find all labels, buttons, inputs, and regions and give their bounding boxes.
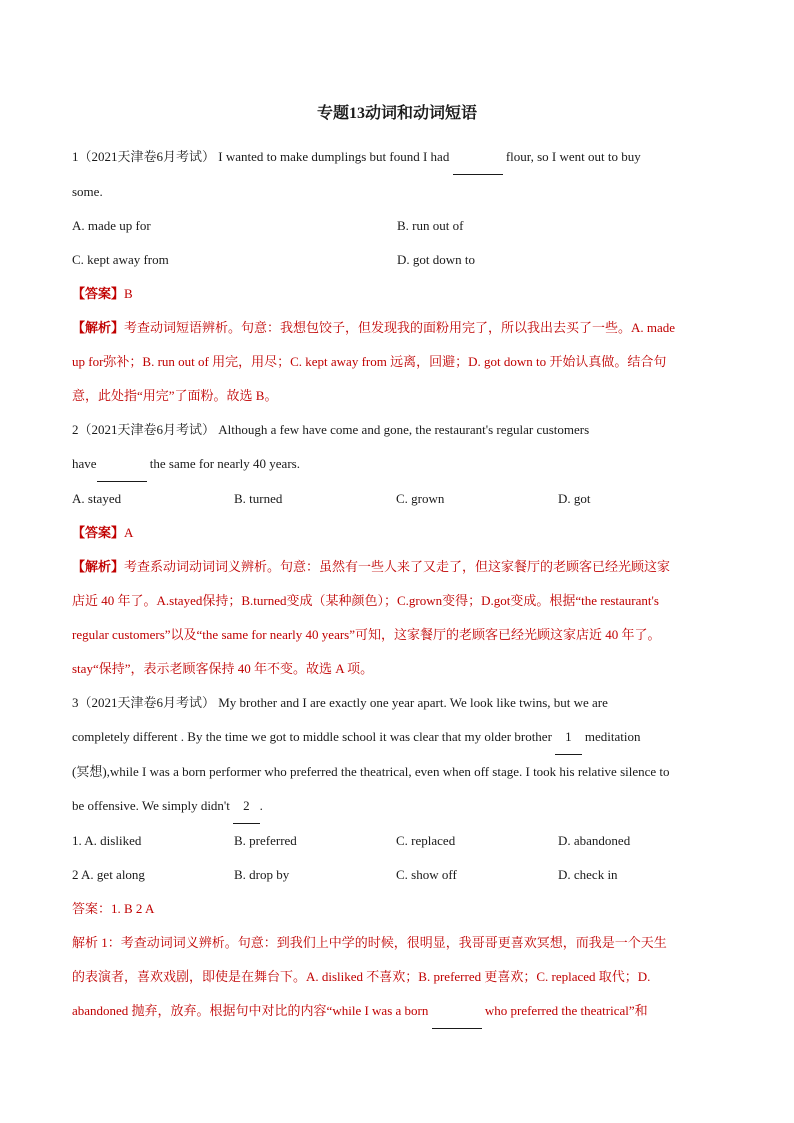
q3-blank-1: 1 <box>555 720 582 755</box>
q3-stem-line2 <box>72 720 722 755</box>
q1-options-row2 <box>72 243 722 277</box>
q3-analysis-line3 <box>72 994 722 1029</box>
q2-option-c: C. grown <box>396 491 445 506</box>
q2-option-b: B. turned <box>234 491 283 506</box>
q3-analysis-line1 <box>72 926 722 960</box>
q3-stem-line4-text: be offensive. We simply didn't <box>72 798 230 813</box>
q2-stem: 2（2021天津卷6月考试） Although a few have come and gone, the restaurant's regular customers <box>72 422 590 437</box>
q3-stem-line3: (冥想),while I was a born performer who preferred the theatrical, even when off stage. I took his relative silence to <box>72 764 670 779</box>
q3-answer: 答案：1. B 2 A <box>72 901 155 916</box>
q1-analysis-text1: 考查动词短语辨析。句意：我想包饺子，但发现我的面粉用完了，所以我出去买了一些。A. made <box>124 320 676 335</box>
q3-2-option-d: D. check in <box>558 867 618 882</box>
q3-options-2 <box>72 858 722 892</box>
q2-answer-value: A <box>124 525 134 540</box>
q1-option-d: D. got down to <box>397 252 475 267</box>
q1-stem-cont: some. <box>72 184 103 199</box>
q1-analysis-label: 【解析】 <box>72 320 125 335</box>
q1-option-b: B. run out of <box>397 218 464 233</box>
q1-option-a: A. made up for <box>72 218 151 233</box>
q3-2-option-c: C. show off <box>396 867 457 882</box>
q1-stem <box>72 140 722 175</box>
q2-stem-b1: have <box>72 456 97 471</box>
q3-analysis-line2: 的表演者，喜欢戏剧，即使是在舞台下。A. disliked 不喜欢；B. preferred 更喜欢；C. replaced 取代；D. <box>72 969 651 984</box>
q3-analysis-blank <box>432 994 482 1029</box>
q3-stem-line1: 3（2021天津卷6月考试） My brother and I are exactly one year apart. We look like twins, but we are <box>72 695 608 710</box>
q1-stem-a: 1（2021天津卷6月考试） I wanted to make dumplings but found I had <box>72 149 450 164</box>
q3-stem-line2-text: completely different . By the time we got to middle school it was clear that my older brother <box>72 729 552 744</box>
q3-analysis-text4: who preferred the theatrical”和 <box>484 1003 648 1018</box>
q3-1-option-c: C. replaced <box>396 833 456 848</box>
page-title: 专题13动词和动词短语 <box>316 105 477 122</box>
q2-option-a: A. stayed <box>72 491 122 506</box>
q2-answer-label: 【答案】 <box>72 525 125 540</box>
q3-analysis-label: 解析 1： <box>72 935 121 950</box>
document-page <box>72 100 722 1029</box>
q2-analysis-text1: 考查系动词动词词义辨析。句意：虽然有一些人来了又走了，但这家餐厅的老顾客已经光顾这家 <box>124 559 671 574</box>
q1-option-c: C. kept away from <box>72 252 169 267</box>
q3-analysis-text3: abandoned 抛弃，放弃。根据句中对比的内容“while I was a born <box>72 1003 429 1018</box>
q2-analysis-label: 【解析】 <box>72 559 125 574</box>
q3-options-1 <box>72 824 722 858</box>
q2-stem-cont <box>72 447 722 482</box>
q3-2-option-b: B. drop by <box>234 867 290 882</box>
q3-stem-line4: be offensive. We simply didn't 2 . <box>72 789 722 824</box>
q1-options-row1 <box>72 209 722 243</box>
q3-analysis-text1: 考查动词词义辨析。句意：到我们上中学的时候，很明显，我哥哥更喜欢冥想，而我是一个天生 <box>120 935 667 950</box>
q1-answer-label: 【答案】 <box>72 286 125 301</box>
q2-analysis-line4: stay“保持”，表示老顾客保持 40 年不变。故选 A 项。 <box>72 661 374 676</box>
q1-stem-b: flour, so I went out to buy <box>505 149 641 164</box>
q3-1-option-b: B. preferred <box>234 833 297 848</box>
q1-answer-value: B <box>124 286 133 301</box>
q3-stem-line2-tail: meditation <box>584 729 641 744</box>
q1-analysis-line1 <box>72 311 722 345</box>
q2-analysis-line3: regular customers”以及“the same for nearly 40 years”可知，这家餐厅的老顾客已经光顾这家店近 40 年了。 <box>72 627 661 642</box>
q3-2-option-a: 2 A. get along <box>72 867 145 882</box>
q2-option-d: D. got <box>558 491 591 506</box>
q2-blank <box>97 447 147 482</box>
q3-1-option-a: 1. A. disliked <box>72 833 142 848</box>
q2-stem-b2: the same for nearly 40 years. <box>149 456 300 471</box>
q1-analysis-line2: up for弥补；B. run out of 用完，用尽；C. kept away from 远离，回避；D. got down to 开始认真做。结合句 <box>72 354 667 369</box>
q3-blank-2: 2 <box>233 789 260 824</box>
q1-analysis-line3: 意，此处指“用完”了面粉。故选 B。 <box>72 388 278 403</box>
q3-1-option-d: D. abandoned <box>558 833 631 848</box>
q1-answer <box>72 277 722 311</box>
q1-blank <box>453 140 503 175</box>
q2-options <box>72 482 722 516</box>
q2-analysis-line2: 店近 40 年了。A.stayed保持；B.turned变成（某种颜色）；C.grown变得；D.got变成。根据“the restaurant's <box>72 593 659 608</box>
q2-analysis-line1 <box>72 550 722 584</box>
q2-answer <box>72 516 722 550</box>
